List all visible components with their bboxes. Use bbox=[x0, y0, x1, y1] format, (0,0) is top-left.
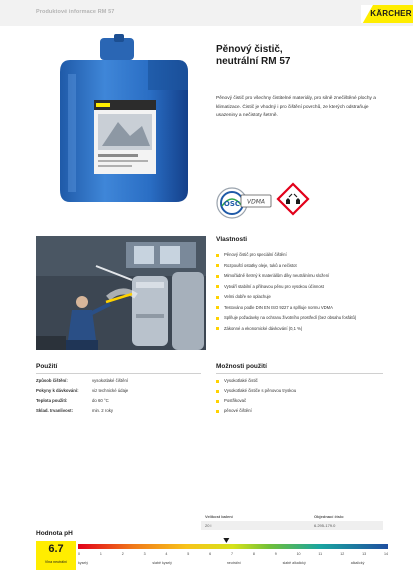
usage-key: Sklad. trvanlivost: bbox=[36, 408, 74, 413]
property-item: Testováno podle DIN EN ISO 9227 a splňuje normu VDMA bbox=[216, 303, 391, 314]
usage-value: vysokotlaké čištění bbox=[92, 378, 129, 383]
order-col-size-label: Velikost balení bbox=[205, 514, 233, 519]
ph-tick-label: 6 bbox=[209, 552, 212, 556]
applications-divider bbox=[216, 373, 383, 374]
ph-category-label: alkalický bbox=[350, 561, 365, 565]
ph-marker-icon bbox=[223, 538, 229, 543]
osc-text: OSC bbox=[223, 200, 241, 208]
ph-tick-label: 3 bbox=[143, 552, 146, 556]
usage-key: Způsob čištění: bbox=[36, 378, 68, 383]
ph-tick-label: 13 bbox=[362, 552, 367, 556]
vdma-text: VDMA bbox=[246, 198, 266, 206]
usage-table bbox=[36, 376, 201, 416]
ph-category-label: slabě kyselý bbox=[152, 561, 172, 565]
ph-tick-label: 11 bbox=[318, 552, 323, 556]
ph-tick-label: 9 bbox=[274, 552, 277, 556]
application-item: Postřikovač bbox=[216, 396, 386, 406]
application-item: pěnové čištění bbox=[216, 406, 386, 416]
property-item: Mimořádně šetrný k materiálům díky neutrálnímu složení bbox=[216, 271, 391, 282]
vdma-certification-icon bbox=[240, 194, 272, 208]
applications-heading: Možnosti použití bbox=[216, 363, 267, 370]
ph-value-box bbox=[36, 541, 76, 570]
product-title-line2: neutrální RM 57 bbox=[216, 56, 291, 67]
order-table bbox=[201, 513, 383, 530]
ph-caption: Vlna neutrální bbox=[44, 560, 68, 564]
properties-list bbox=[216, 250, 391, 334]
order-header-row bbox=[201, 513, 383, 521]
ghs-hazard-icon bbox=[276, 182, 310, 216]
usage-row bbox=[36, 396, 201, 406]
karcher-logo bbox=[361, 5, 413, 23]
ph-category-label: kyselý bbox=[78, 561, 88, 565]
ph-value: 6.7 bbox=[48, 543, 64, 555]
product-description: Pěnový čistič pro všechny čistitelné materiály, pro silně znečištěné plochy a klimatizace. Čistič je vhodný i pro čištění povrchů, ze kterých odstraňuje usazeniny a nečistoty šetrně. bbox=[216, 96, 376, 118]
document-title: Produktové informace RM 57 bbox=[36, 9, 115, 15]
usage-row bbox=[36, 376, 201, 386]
usage-value: viz technické údaje bbox=[92, 388, 129, 393]
order-data-row bbox=[201, 521, 383, 530]
usage-value: min. 2 roky bbox=[92, 408, 114, 413]
ph-tick-label: 4 bbox=[165, 552, 168, 556]
ph-tick-label: 1 bbox=[99, 552, 102, 556]
ph-category-label: neutrální bbox=[226, 561, 241, 565]
usage-value: do 60 °C bbox=[92, 398, 109, 403]
usage-key: Teplota použití: bbox=[36, 398, 68, 403]
usage-row bbox=[36, 386, 201, 396]
usage-heading: Použití bbox=[36, 363, 58, 370]
order-number: 6.295-179.0 bbox=[314, 523, 336, 528]
header-bar bbox=[0, 0, 413, 26]
ph-scale bbox=[78, 538, 388, 572]
tank-right bbox=[172, 272, 204, 350]
property-item: Zákonné a ekonomické dávkování (0,1 %) bbox=[216, 324, 391, 335]
ph-tick-label: 8 bbox=[252, 552, 255, 556]
property-item: Splňuje požadavky na ochranu životního prostředí (bez obsahu fosfátů) bbox=[216, 313, 391, 324]
usage-key: Pokyny k dávkování: bbox=[36, 388, 79, 393]
property-item: Velmi dobře se oplachuje bbox=[216, 292, 391, 303]
order-col-number-label: Objednací číslo bbox=[314, 514, 344, 519]
application-item: Vysokotlaké čističe s pěnovou tryskou bbox=[216, 386, 386, 396]
ph-tick-label: 7 bbox=[231, 552, 233, 556]
applications-list bbox=[216, 376, 386, 416]
usage-row bbox=[36, 406, 201, 416]
ph-scale-graphic bbox=[78, 538, 388, 552]
order-size: 20 l bbox=[205, 523, 212, 528]
properties-heading: Vlastnosti bbox=[216, 236, 248, 243]
ph-tick-label: 5 bbox=[187, 552, 190, 556]
cleaning-action-photo bbox=[36, 236, 206, 350]
ph-tick-label: 10 bbox=[296, 552, 301, 556]
ph-tick-label: 2 bbox=[121, 552, 124, 556]
ph-tick-label: 12 bbox=[340, 552, 345, 556]
property-item: Rozpouští ostatky oleje, tuků a nečistot bbox=[216, 261, 391, 272]
worker-head bbox=[76, 296, 88, 308]
ph-gradient-bar bbox=[78, 544, 388, 549]
ph-label: Hodnota pH bbox=[36, 530, 73, 537]
product-title bbox=[216, 44, 386, 68]
ph-tick-label: 14 bbox=[384, 552, 388, 556]
usage-divider bbox=[36, 373, 201, 374]
product-canister-image bbox=[38, 30, 208, 208]
product-title-line1: Pěnový čistič, bbox=[216, 44, 283, 55]
ph-tick-label: 0 bbox=[78, 552, 80, 556]
ph-category-label: slabě alkalický bbox=[282, 561, 306, 565]
property-item: Vytváří stabilní a přilnavou pěnu pro vysokou účinnost bbox=[216, 282, 391, 293]
logo-wordmark: KÄRCHER bbox=[370, 9, 412, 18]
application-item: Vysokotlaké čistič bbox=[216, 376, 386, 386]
property-item: Pěnový čistič pro speciální čištění bbox=[216, 250, 391, 261]
